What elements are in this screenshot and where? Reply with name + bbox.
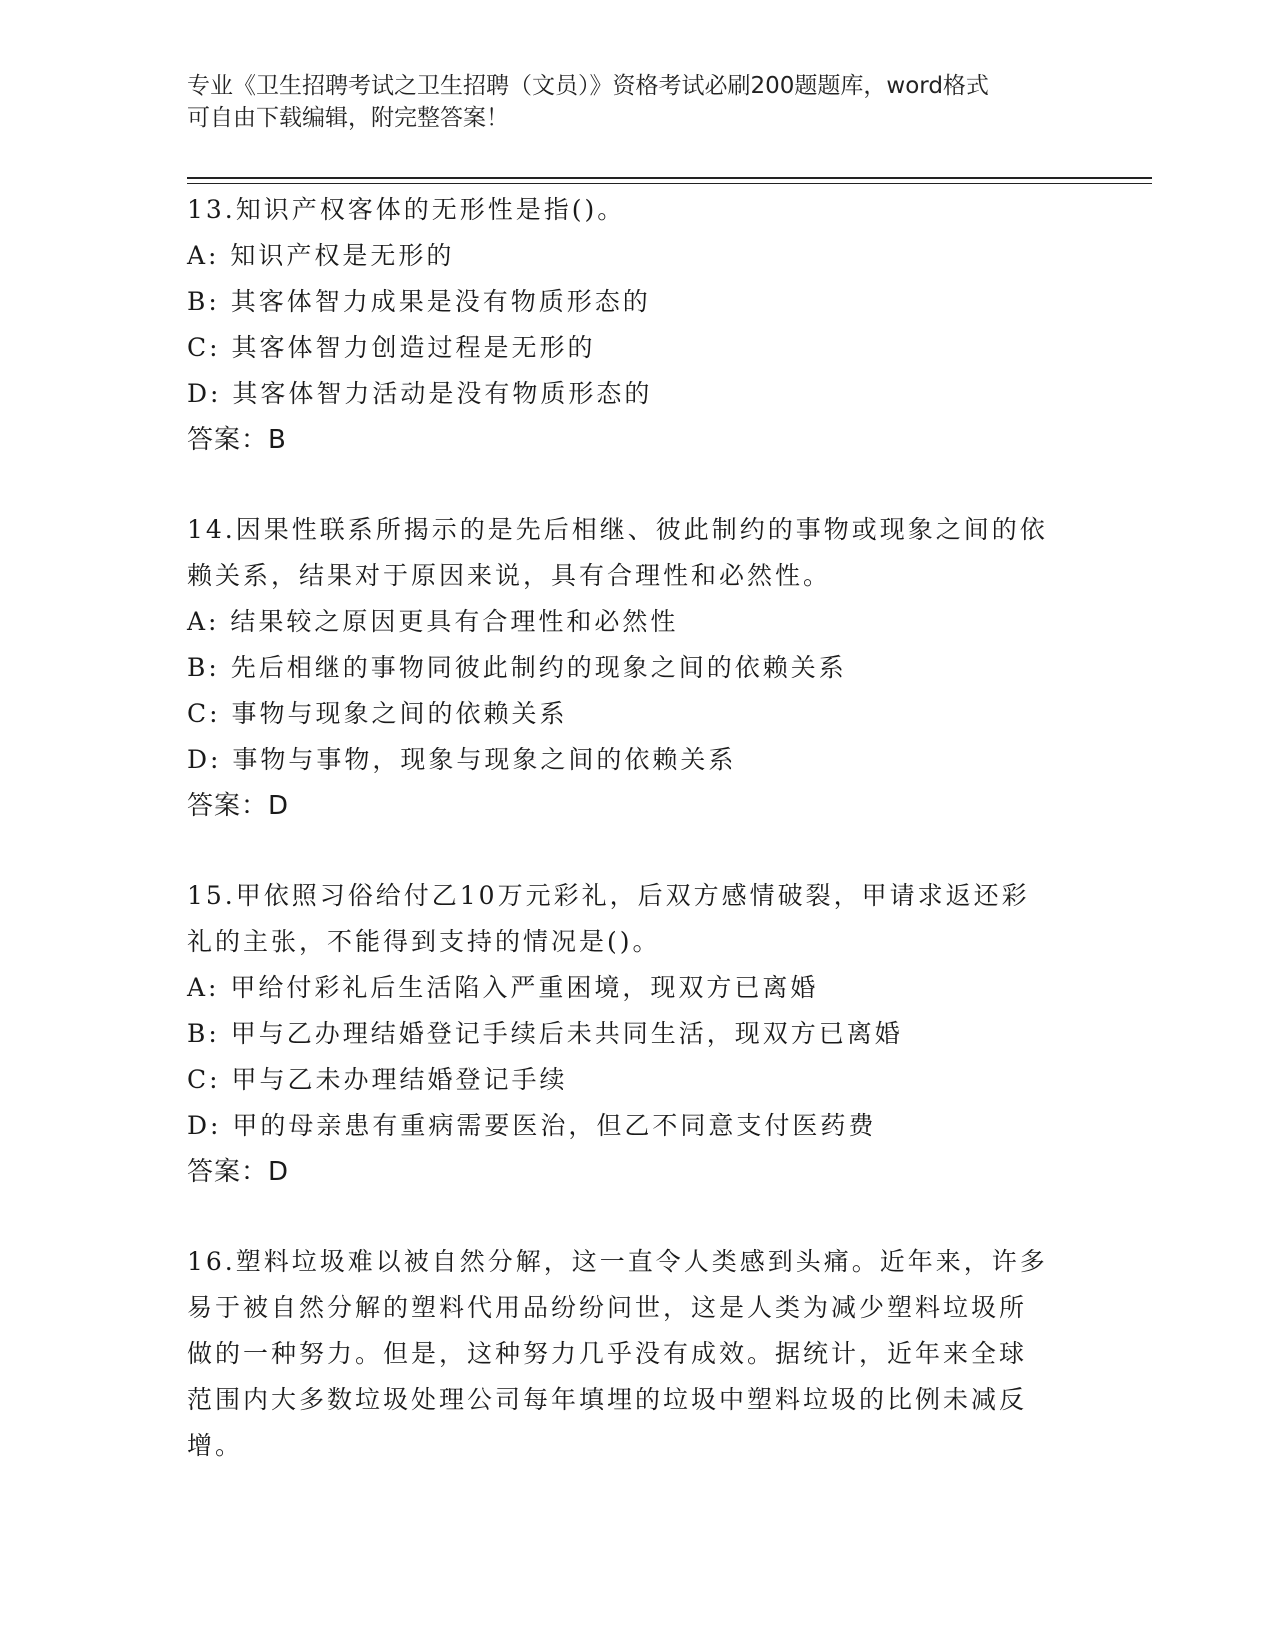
answer: 答案：D	[187, 1157, 290, 1187]
header-rule-thick	[187, 177, 1152, 179]
header-line-2: 可自由下载编辑，附完整答案！	[187, 105, 509, 131]
option-a: A: 知识产权是无形的	[187, 241, 455, 270]
option-d: D: 其客体智力活动是没有物质形态的	[187, 379, 653, 408]
document-header	[187, 70, 1067, 134]
header-line-1: 专业《卫生招聘考试之卫生招聘（文员）》资格考试必刷200题题库，word格式	[187, 73, 989, 99]
answer: 答案：D	[187, 791, 290, 821]
option-b: B: 其客体智力成果是没有物质形态的	[187, 287, 651, 316]
question-stem: 13.知识产权客体的无形性是指()。	[187, 195, 626, 224]
option-c: C: 事物与现象之间的依赖关系	[187, 699, 568, 728]
question-stem: 赖关系，结果对于原因来说，具有合理性和必然性。	[187, 561, 832, 590]
header-rule-thin	[187, 183, 1152, 184]
question-stem: 增。	[187, 1431, 244, 1460]
question-14	[187, 507, 1087, 829]
answer: 答案：B	[187, 425, 287, 455]
question-stem: 范围内大多数垃圾处理公司每年填埋的垃圾中塑料垃圾的比例未减反	[187, 1385, 1028, 1414]
question-stem: 做的一种努力。但是，这种努力几乎没有成效。据统计，近年来全球	[187, 1339, 1028, 1368]
question-16	[187, 1239, 1087, 1469]
question-15	[187, 873, 1087, 1195]
question-13	[187, 187, 1087, 463]
question-stem: 14.因果性联系所揭示的是先后相继、彼此制约的事物或现象之间的依	[187, 515, 1048, 544]
option-d: D: 甲的母亲患有重病需要医治，但乙不同意支付医药费	[187, 1111, 877, 1140]
option-d: D: 事物与事物，现象与现象之间的依赖关系	[187, 745, 737, 774]
question-stem: 15.甲依照习俗给付乙10万元彩礼，后双方感情破裂，甲请求返还彩	[187, 881, 1030, 910]
option-b: B: 先后相继的事物同彼此制约的现象之间的依赖关系	[187, 653, 847, 682]
option-a: A: 甲给付彩礼后生活陷入严重困境，现双方已离婚	[187, 973, 819, 1002]
option-b: B: 甲与乙办理结婚登记手续后未共同生活，现双方已离婚	[187, 1019, 903, 1048]
question-stem: 礼的主张，不能得到支持的情况是()。	[187, 927, 661, 956]
option-a: A: 结果较之原因更具有合理性和必然性	[187, 607, 679, 636]
option-c: C: 其客体智力创造过程是无形的	[187, 333, 596, 362]
question-list	[187, 187, 1087, 1469]
option-c: C: 甲与乙未办理结婚登记手续	[187, 1065, 568, 1094]
question-stem: 易于被自然分解的塑料代用品纷纷问世，这是人类为减少塑料垃圾所	[187, 1293, 1028, 1322]
question-stem: 16.塑料垃圾难以被自然分解，这一直令人类感到头痛。近年来，许多	[187, 1247, 1048, 1276]
